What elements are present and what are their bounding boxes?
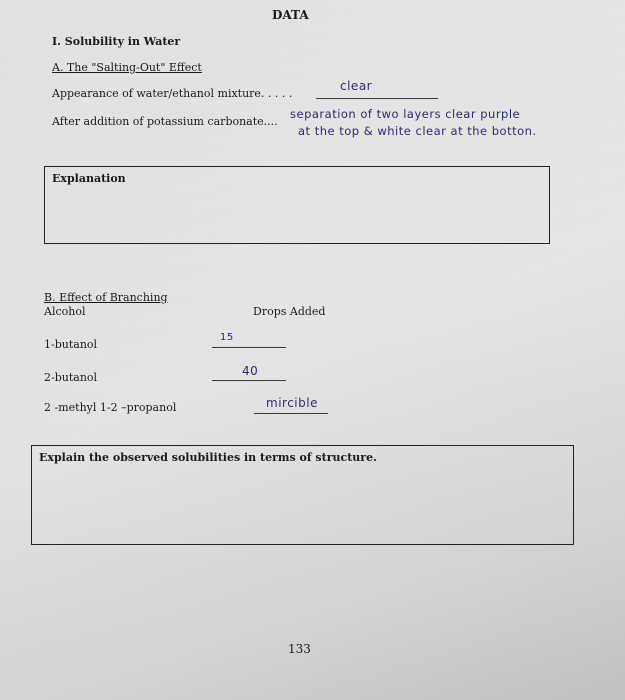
drops-line-1 [212, 347, 286, 348]
after-addition-label: After addition of potassium carbonate.... [52, 115, 278, 128]
page-title: DATA [272, 8, 309, 22]
appearance-answer: clear [340, 79, 373, 93]
drops-value-2: 40 [242, 364, 259, 378]
after-addition-answer-line1: separation of two layers clear purple [290, 107, 521, 121]
alcohol-1-butanol: 1-butanol [44, 338, 98, 351]
structure-explanation-label: Explain the observed solubilities in terms of structure. [39, 451, 377, 464]
drops-line-2 [212, 380, 286, 381]
part-b-heading: B. Effect of Branching [44, 291, 168, 304]
alcohol-2-methyl-propanol: 2 -methyl 1-2 –propanol [44, 401, 177, 414]
alcohol-column-header: Alcohol [44, 305, 86, 318]
explanation-label: Explanation [52, 172, 126, 185]
section-heading: I. Solubility in Water [52, 35, 181, 48]
drops-value-3: mircible [266, 396, 318, 410]
part-a-heading: A. The "Salting-Out" Effect [52, 61, 202, 74]
drops-column-header: Drops Added [253, 305, 326, 318]
after-addition-answer-line2: at the top & white clear at the botton. [298, 124, 537, 138]
appearance-label: Appearance of water/ethanol mixture. . . . . [52, 87, 293, 100]
appearance-answer-line [316, 98, 438, 99]
drops-value-1: 15 [220, 332, 234, 343]
page-number: 133 [288, 642, 311, 656]
alcohol-2-butanol: 2-butanol [44, 371, 98, 384]
drops-line-3 [254, 413, 328, 414]
